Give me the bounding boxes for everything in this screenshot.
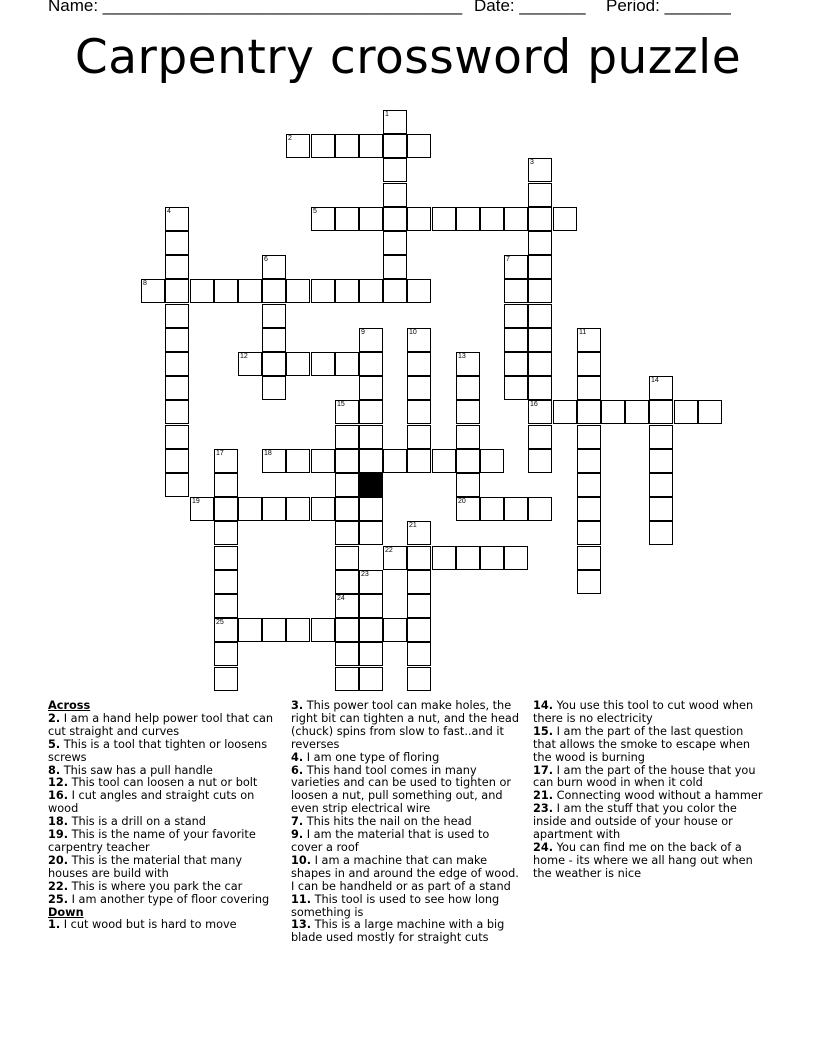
clue-item: [291, 894, 523, 920]
grid-cell[interactable]: [383, 183, 407, 207]
clue-number: 1: [385, 111, 389, 118]
grid-cell[interactable]: [528, 255, 552, 279]
grid-cell[interactable]: [335, 207, 359, 231]
grid-cell[interactable]: [165, 279, 189, 303]
down-heading: Down: [48, 905, 84, 919]
grid-cell[interactable]: [407, 449, 431, 473]
clue-number-label: 2.: [48, 711, 61, 725]
grid-cell[interactable]: [504, 328, 528, 352]
grid-cell[interactable]: [262, 304, 286, 328]
grid-cell[interactable]: [359, 667, 383, 691]
grid-cell[interactable]: [456, 352, 480, 376]
grid-cell[interactable]: [577, 328, 601, 352]
grid-cell[interactable]: [214, 279, 238, 303]
grid-cell[interactable]: [407, 521, 431, 545]
grid-cell[interactable]: [649, 473, 673, 497]
clue-item: [48, 790, 278, 816]
grid-cell[interactable]: [480, 497, 504, 521]
grid-cell[interactable]: [407, 352, 431, 376]
grid-cell[interactable]: [504, 497, 528, 521]
grid-cell[interactable]: [407, 328, 431, 352]
grid-cell[interactable]: [141, 279, 165, 303]
clue-text: This is the material that many houses are build with: [48, 853, 243, 880]
grid-cell[interactable]: [190, 497, 214, 521]
grid-cell[interactable]: [335, 425, 359, 449]
grid-cell[interactable]: [504, 352, 528, 376]
grid-cell[interactable]: [528, 400, 552, 424]
grid-cell[interactable]: [359, 425, 383, 449]
grid-cell[interactable]: [577, 521, 601, 545]
grid-cell[interactable]: [286, 279, 310, 303]
grid-cell[interactable]: [238, 352, 262, 376]
grid-cell[interactable]: [335, 594, 359, 618]
clue-number: 6: [264, 256, 268, 263]
across-heading: Across: [48, 699, 91, 712]
grid-cell[interactable]: [311, 618, 335, 642]
grid-cell[interactable]: [456, 376, 480, 400]
grid-cell[interactable]: [577, 449, 601, 473]
grid-cell[interactable]: [383, 134, 407, 158]
grid-cell[interactable]: [359, 134, 383, 158]
grid-cell[interactable]: [165, 207, 189, 231]
grid-cell[interactable]: [407, 546, 431, 570]
across-clue-list: [48, 713, 278, 907]
grid-cell[interactable]: [165, 352, 189, 376]
grid-cell[interactable]: [577, 352, 601, 376]
grid-cell[interactable]: [190, 279, 214, 303]
clue-number-label: 4.: [291, 750, 304, 764]
grid-cell[interactable]: [165, 328, 189, 352]
grid-cell[interactable]: [311, 134, 335, 158]
clue-number-label: 13.: [291, 918, 312, 932]
clue-text: I am a machine that can make shapes in and around the edge of wood. I can be handheld or as part of a stand: [291, 853, 519, 893]
clue-text: You use this tool to cut wood when there is no electricity: [533, 699, 754, 725]
grid-cell[interactable]: [577, 425, 601, 449]
down-clue-list: [533, 700, 765, 881]
grid-cell[interactable]: [528, 497, 552, 521]
grid-cell[interactable]: [407, 425, 431, 449]
grid-cell[interactable]: [165, 400, 189, 424]
grid-cell[interactable]: [214, 546, 238, 570]
grid-cell[interactable]: [504, 279, 528, 303]
grid-cell[interactable]: [577, 546, 601, 570]
grid-cell[interactable]: [214, 642, 238, 666]
grid-cell[interactable]: [262, 352, 286, 376]
grid-cell[interactable]: [359, 497, 383, 521]
name-field[interactable]: Name: ______________________________________: [48, 0, 463, 15]
clue-item: [48, 855, 278, 881]
clue-text: Connecting wood without a hammer: [553, 789, 763, 803]
grid-cell[interactable]: [577, 376, 601, 400]
clue-number-label: 12.: [48, 776, 69, 790]
grid-cell[interactable]: [335, 400, 359, 424]
grid-cell[interactable]: [335, 497, 359, 521]
grid-cell[interactable]: [577, 400, 601, 424]
grid-cell[interactable]: [335, 546, 359, 570]
grid-cell[interactable]: [698, 400, 722, 424]
grid-cell[interactable]: [335, 134, 359, 158]
clue-item: [533, 700, 765, 726]
clue-item: [533, 803, 765, 842]
grid-cell[interactable]: [649, 400, 673, 424]
grid-cell[interactable]: [528, 328, 552, 352]
clue-number: 5: [313, 208, 317, 215]
clue-number: 25: [216, 619, 224, 626]
clue-text: I am a hand help power tool that can cut straight and curves: [48, 711, 274, 738]
clue-number-label: 16.: [48, 789, 69, 803]
grid-cell[interactable]: [407, 618, 431, 642]
grid-cell[interactable]: [214, 570, 238, 594]
grid-cell[interactable]: [528, 183, 552, 207]
grid-cell[interactable]: [674, 400, 698, 424]
grid-cell[interactable]: [383, 207, 407, 231]
grid-cell[interactable]: [407, 667, 431, 691]
clue-item: [48, 713, 278, 739]
grid-cell[interactable]: [383, 618, 407, 642]
clue-number: 24: [337, 595, 345, 602]
grid-cell[interactable]: [456, 546, 480, 570]
clue-number: 2: [288, 135, 292, 142]
clue-number: 19: [192, 498, 200, 505]
grid-cell[interactable]: [528, 158, 552, 182]
grid-cell[interactable]: [577, 570, 601, 594]
grid-cell[interactable]: [577, 497, 601, 521]
clue-number-label: 1.: [48, 918, 61, 932]
clue-number: 18: [264, 450, 272, 457]
clue-number-label: 23.: [533, 802, 554, 816]
page-title: Carpentry crossword puzzle: [74, 30, 742, 85]
grid-cell[interactable]: [238, 497, 262, 521]
grid-cell[interactable]: [165, 449, 189, 473]
grid-cell[interactable]: [383, 110, 407, 134]
grid-cell[interactable]: [359, 328, 383, 352]
grid-cell[interactable]: [359, 400, 383, 424]
clue-number-label: 6.: [291, 763, 304, 777]
grid-cell[interactable]: [407, 642, 431, 666]
grid-cell[interactable]: [432, 207, 456, 231]
grid-cell[interactable]: [480, 207, 504, 231]
grid-cell[interactable]: [165, 255, 189, 279]
grid-cell[interactable]: [601, 400, 625, 424]
clue-text: This tool can loosen a nut or bolt: [68, 776, 258, 790]
clue-text: I am another type of floor covering: [68, 892, 270, 906]
clue-number-label: 11.: [291, 892, 312, 906]
grid-cell[interactable]: [335, 618, 359, 642]
clue-number: 17: [216, 450, 224, 457]
grid-cell[interactable]: [214, 667, 238, 691]
clue-text: This is a drill on a stand: [68, 815, 206, 829]
grid-cell[interactable]: [504, 304, 528, 328]
clue-text: This hits the nail on the head: [303, 815, 472, 829]
grid-cell[interactable]: [625, 400, 649, 424]
grid-cell[interactable]: [359, 352, 383, 376]
grid-cell[interactable]: [262, 497, 286, 521]
grid-cell[interactable]: [335, 521, 359, 545]
clue-text: This is a large machine with a big blade used mostly for straight cuts: [291, 918, 505, 945]
grid-cell[interactable]: [432, 546, 456, 570]
grid-cell[interactable]: [335, 352, 359, 376]
grid-cell[interactable]: [214, 449, 238, 473]
clue-number-label: 18.: [48, 815, 69, 829]
clue-number-label: 21.: [533, 789, 554, 803]
grid-cell[interactable]: [214, 618, 238, 642]
grid-cell[interactable]: [262, 328, 286, 352]
clue-number-label: 17.: [533, 763, 554, 777]
clue-number-label: 15.: [533, 724, 554, 738]
grid-cell[interactable]: [286, 497, 310, 521]
clue-number: 8: [143, 280, 147, 287]
grid-cell[interactable]: [335, 473, 359, 497]
clue-text: I cut wood but is hard to move: [60, 918, 237, 932]
grid-cell[interactable]: [528, 352, 552, 376]
clue-number-label: 7.: [291, 815, 304, 829]
clue-text: This tool is used to see how long something is: [291, 892, 500, 919]
grid-cell[interactable]: [335, 642, 359, 666]
down-clue-list: [291, 700, 523, 945]
clue-number: 23: [361, 571, 369, 578]
clue-item: [48, 739, 278, 765]
clue-text: I am the part of the house that you can burn wood in when it cold: [533, 763, 756, 790]
clue-item: [533, 726, 765, 765]
grid-cell[interactable]: [335, 279, 359, 303]
grid-cell[interactable]: [311, 279, 335, 303]
clue-text: This hand tool comes in many varieties and can be used to tighten or loosen a nut, pull something out, and even strip electrical wire: [291, 763, 512, 816]
clue-item: [48, 919, 278, 932]
grid-cell[interactable]: [165, 304, 189, 328]
grid-cell[interactable]: [504, 376, 528, 400]
grid-cell[interactable]: [383, 279, 407, 303]
clue-text: I am the part of the last question that allows the smoke to escape when the wood is burning: [533, 724, 751, 764]
grid-cell[interactable]: [456, 425, 480, 449]
clue-number-label: 19.: [48, 828, 69, 842]
clue-number: 7: [506, 256, 510, 263]
clues-column-1: [48, 700, 278, 932]
grid-cell[interactable]: [286, 449, 310, 473]
blocked-cell: [359, 473, 383, 497]
grid-cell[interactable]: [262, 618, 286, 642]
grid-cell[interactable]: [165, 473, 189, 497]
grid-cell[interactable]: [383, 255, 407, 279]
grid-cell[interactable]: [407, 207, 431, 231]
clue-number: 10: [409, 329, 417, 336]
grid-cell[interactable]: [359, 449, 383, 473]
clue-item: [533, 765, 765, 791]
grid-cell[interactable]: [480, 449, 504, 473]
grid-cell[interactable]: [456, 207, 480, 231]
grid-cell[interactable]: [359, 207, 383, 231]
grid-cell[interactable]: [383, 546, 407, 570]
grid-cell[interactable]: [165, 376, 189, 400]
grid-cell[interactable]: [359, 279, 383, 303]
grid-cell[interactable]: [528, 425, 552, 449]
grid-cell[interactable]: [262, 279, 286, 303]
grid-cell[interactable]: [262, 449, 286, 473]
grid-cell[interactable]: [407, 376, 431, 400]
clue-number: 4: [167, 208, 171, 215]
grid-cell[interactable]: [432, 449, 456, 473]
grid-cell[interactable]: [359, 376, 383, 400]
grid-cell[interactable]: [335, 570, 359, 594]
clues-column-2: [291, 700, 523, 945]
grid-cell[interactable]: [528, 207, 552, 231]
clue-text: This power tool can make holes, the right bit can tighten a nut, and the head (chuck) spins from slow to fast..and it reverses: [291, 699, 520, 751]
clue-item: [48, 894, 278, 907]
grid-cell[interactable]: [407, 594, 431, 618]
grid-cell[interactable]: [407, 400, 431, 424]
grid-cell[interactable]: [311, 352, 335, 376]
grid-cell[interactable]: [528, 231, 552, 255]
clue-number: 9: [361, 329, 365, 336]
clue-number-label: 20.: [48, 853, 69, 867]
clue-item: [48, 829, 278, 855]
clue-item: [291, 829, 523, 855]
grid-cell[interactable]: [359, 570, 383, 594]
grid-cell[interactable]: [262, 376, 286, 400]
clue-number-label: 24.: [533, 840, 554, 854]
clue-item: [291, 919, 523, 945]
grid-cell[interactable]: [165, 231, 189, 255]
clue-number: 14: [651, 377, 659, 384]
clue-text: I am one type of floring: [303, 750, 440, 764]
grid-cell[interactable]: [649, 449, 673, 473]
grid-cell[interactable]: [504, 546, 528, 570]
grid-cell[interactable]: [528, 376, 552, 400]
grid-cell[interactable]: [553, 207, 577, 231]
period-field[interactable]: Period: _______: [606, 0, 731, 15]
clue-number: 15: [337, 401, 345, 408]
grid-cell[interactable]: [238, 279, 262, 303]
grid-cell[interactable]: [165, 425, 189, 449]
grid-cell[interactable]: [528, 304, 552, 328]
grid-cell[interactable]: [383, 158, 407, 182]
clue-text: I cut angles and straight cuts on wood: [48, 789, 255, 816]
clue-text: This is a tool that tighten or loosens screws: [48, 737, 268, 764]
grid-cell[interactable]: [214, 594, 238, 618]
date-field[interactable]: Date: _______: [474, 0, 586, 15]
grid-cell[interactable]: [286, 352, 310, 376]
grid-cell[interactable]: [528, 449, 552, 473]
clue-number: 21: [409, 522, 417, 529]
grid-cell[interactable]: [383, 231, 407, 255]
clue-number-label: 10.: [291, 853, 312, 867]
grid-cell[interactable]: [649, 521, 673, 545]
down-clue-list: [48, 919, 278, 932]
clue-text: This saw has a pull handle: [60, 763, 213, 777]
clue-number-label: 22.: [48, 879, 69, 893]
grid-cell[interactable]: [262, 255, 286, 279]
grid-cell[interactable]: [456, 497, 480, 521]
grid-cell[interactable]: [383, 449, 407, 473]
clue-text: This is where you park the car: [68, 879, 243, 893]
clue-number-label: 14.: [533, 699, 554, 712]
grid-cell[interactable]: [504, 255, 528, 279]
grid-cell[interactable]: [286, 134, 310, 158]
grid-cell[interactable]: [456, 449, 480, 473]
clue-number-label: 3.: [291, 699, 304, 712]
grid-cell[interactable]: [407, 279, 431, 303]
clue-number-label: 8.: [48, 763, 61, 777]
clue-number: 16: [530, 401, 538, 408]
grid-cell[interactable]: [456, 400, 480, 424]
clue-item: [533, 842, 765, 881]
clues-column-3: [533, 700, 765, 881]
clue-text: You can find me on the back of a home - its where we all hang out when the weather is nice: [533, 840, 753, 880]
clue-text: I am the stuff that you color the inside and outside of your house or apartment with: [533, 802, 737, 842]
clue-number: 3: [530, 159, 534, 166]
clue-text: I am the material that is used to cover a roof: [291, 828, 490, 854]
grid-cell[interactable]: [577, 473, 601, 497]
clue-number: 12: [240, 353, 248, 360]
clue-item: [291, 855, 523, 894]
grid-cell[interactable]: [480, 546, 504, 570]
clue-text: This is the name of your favorite carpentry teacher: [48, 828, 256, 854]
grid-cell[interactable]: [528, 279, 552, 303]
grid-cell[interactable]: [504, 207, 528, 231]
grid-cell[interactable]: [359, 594, 383, 618]
clue-number: 13: [458, 353, 466, 360]
clue-number: 11: [579, 329, 587, 336]
clue-item: [291, 700, 523, 752]
clue-number-label: 9.: [291, 828, 304, 842]
grid-cell[interactable]: [214, 521, 238, 545]
grid-cell[interactable]: [359, 642, 383, 666]
grid-cell[interactable]: [407, 134, 431, 158]
grid-cell[interactable]: [649, 497, 673, 521]
grid-cell[interactable]: [407, 570, 431, 594]
clue-number-label: 5.: [48, 737, 61, 751]
grid-cell[interactable]: [238, 618, 262, 642]
grid-cell[interactable]: [214, 473, 238, 497]
grid-cell[interactable]: [311, 207, 335, 231]
grid-cell[interactable]: [311, 497, 335, 521]
grid-cell[interactable]: [359, 618, 383, 642]
grid-cell[interactable]: [359, 521, 383, 545]
grid-cell[interactable]: [311, 449, 335, 473]
grid-cell[interactable]: [649, 376, 673, 400]
grid-cell[interactable]: [335, 449, 359, 473]
clue-number: 20: [458, 498, 466, 505]
clue-number: 22: [385, 547, 393, 554]
grid-cell[interactable]: [214, 497, 238, 521]
clue-number-label: 25.: [48, 892, 69, 906]
clue-item: [291, 765, 523, 817]
grid-cell[interactable]: [335, 667, 359, 691]
grid-cell[interactable]: [456, 473, 480, 497]
grid-cell[interactable]: [553, 400, 577, 424]
grid-cell[interactable]: [286, 618, 310, 642]
grid-cell[interactable]: [649, 425, 673, 449]
